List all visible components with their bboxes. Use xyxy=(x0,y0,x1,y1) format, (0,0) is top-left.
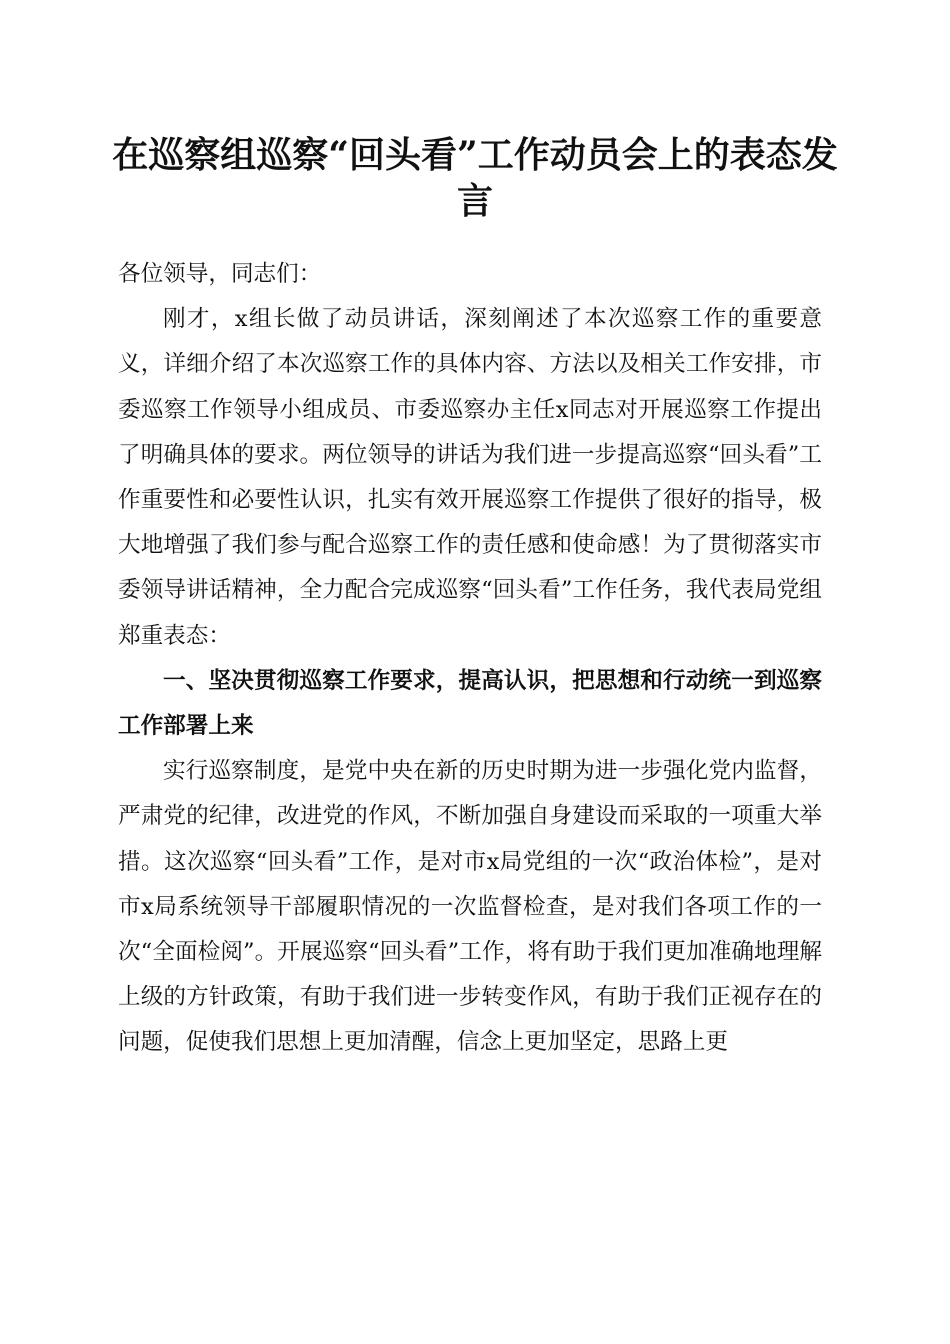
section-heading-1: 一、坚决贯彻巡察工作要求，提高认识，把思想和行动统一到巡察工作部署上来 xyxy=(118,667,822,740)
paragraph-opening: 刚才，x组长做了动员讲话，深刻阐述了本次巡察工作的重要意义，详细介绍了本次巡察工作的具体内容、方法以及相关工作安排，市委巡察工作领导小组成员、市委巡察办主任x同志对开展巡察工作提出了明确具体的要求。两位领导的讲话为我们进一步提高巡察“回头看”工作重要性和必要性认识，扎实有效开展巡察工作提供了很好的指导，极大地增强了我们参与配合巡察工作的责任感和使命感！为了贯彻落实市委领导讲话精神，全力配合完成巡察“回头看”工作任务，我代表局党组郑重表态： xyxy=(118,306,822,649)
salutation: 各位领导，同志们： xyxy=(118,261,322,287)
document-title: 在巡察组巡察“回头看”工作动员会上的表态发言 xyxy=(112,134,838,222)
paragraph-section-1: 实行巡察制度，是党中央在新的历史时期为进一步强化党内监督，严肃党的纪律，改进党的作风，不断加强自身建设而采取的一项重大举措。这次巡察“回头看”工作，是对市x局党组的一次“政治体检”，是对市x局系统领导干部履职情况的一次监督检查，是对我们各项工作的一次“全面检阅”。开展巡察“回头看”工作，将有助于我们更加准确地理解上级的方针政策，有助于我们进一步转变作风，有助于我们正视存在的问题，促使我们思想上更加清醒，信念上更加坚定，思路上更 xyxy=(118,758,822,1056)
document-body xyxy=(118,252,822,1066)
